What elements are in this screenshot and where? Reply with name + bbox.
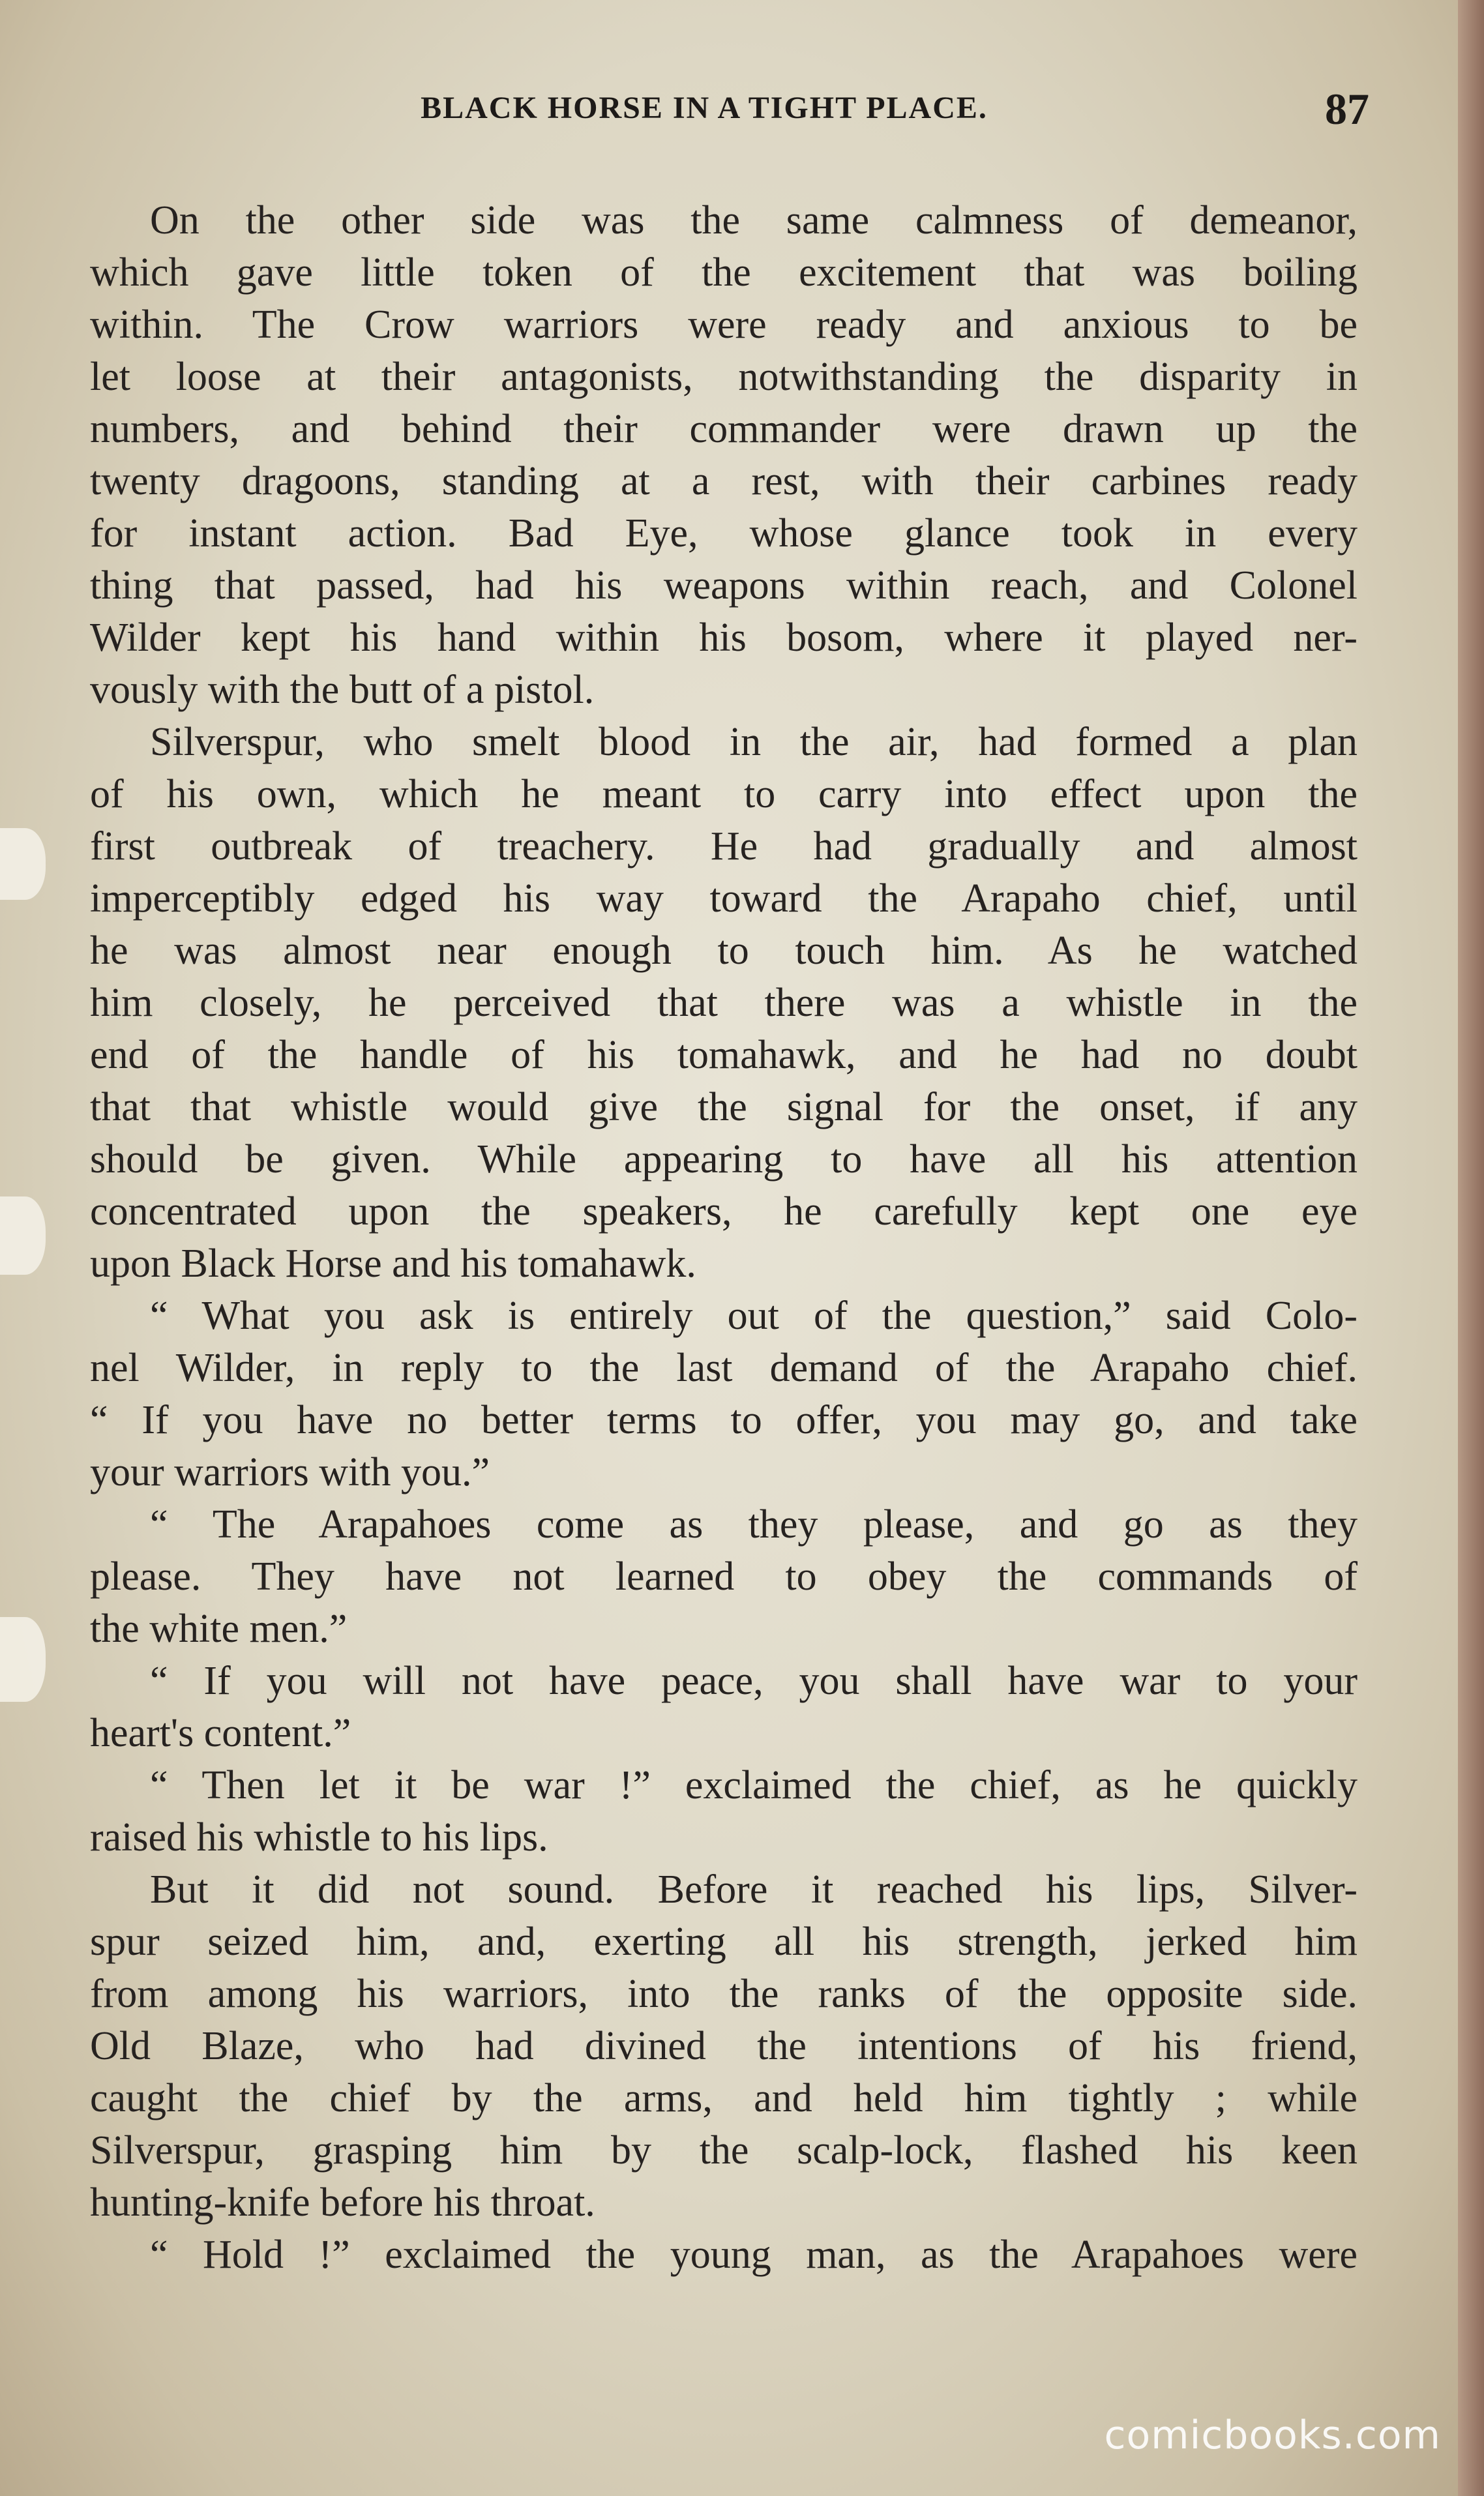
text-line: Old Blaze, who had divined the intentions of his friend, [90,2024,1358,2068]
text-line: first outbreak of treachery. He had gradually and almost [90,824,1358,869]
text-line: your warriors with you.” [90,1450,490,1494]
page-edge-backdrop [1458,0,1484,2496]
text-line: numbers, and behind their commander were drawn up the [90,407,1358,451]
text-line: spur seized him, and, exerting all his strength, jerked him [90,1920,1358,1964]
text-line: let loose at their antagonists, notwithstanding the disparity in [90,355,1358,399]
text-line: from among his warriors, into the ranks of the opposite side. [90,1972,1358,2016]
text-line: thing that passed, had his weapons within reach, and Colonel [90,563,1358,608]
text-line: end of the handle of his tomahawk, and he had no doubt [90,1033,1358,1077]
text-line: “ Then let it be war !” exclaimed the chief, as he quickly [150,1763,1358,1807]
text-line: heart's content.” [90,1711,351,1755]
text-line: concentrated upon the speakers, he carefully kept one eye [90,1189,1358,1234]
text-line: please. They have not learned to obey the commands of [90,1554,1358,1599]
page-number: 87 [1325,84,1369,134]
page-tear-mark [0,828,46,900]
text-line: hunting-knife before his throat. [90,2180,595,2225]
text-line: of his own, which he meant to carry into effect upon the [90,772,1358,816]
text-line: him closely, he perceived that there was a whistle in the [90,981,1358,1025]
text-line: imperceptibly edged his way toward the Arapaho chief, until [90,876,1358,921]
text-line: “ The Arapahoes come as they please, and go as they [150,1502,1358,1547]
text-line: nel Wilder, in reply to the last demand of the Arapaho chief. [90,1346,1358,1390]
text-line: for instant action. Bad Eye, whose glance took in every [90,511,1358,556]
text-line: twenty dragoons, standing at a rest, with their carbines ready [90,459,1358,503]
text-line: “ What you ask is entirely out of the question,” said Colo- [150,1294,1358,1338]
text-line: Wilder kept his hand within his bosom, where it played ner- [90,616,1358,660]
text-line: within. The Crow warriors were ready and anxious to be [90,303,1358,347]
text-body [90,194,1358,2281]
text-line: raised his whistle to his lips. [90,1815,548,1860]
text-line: upon Black Horse and his tomahawk. [90,1241,696,1286]
text-line: On the other side was the same calmness of demeanor, [150,198,1358,243]
text-line: he was almost near enough to touch him. As he watched [90,929,1358,973]
text-line: which gave little token of the excitement that was boiling [90,250,1358,295]
running-head: BLACK HORSE IN A TIGHT PLACE. [421,91,988,125]
text-line: should be given. While appearing to have all his attention [90,1137,1358,1181]
text-line: Silverspur, grasping him by the scalp-lock, flashed his keen [90,2128,1358,2173]
text-line: “ If you will not have peace, you shall have war to your [150,1659,1358,1703]
text-line: that that whistle would give the signal for the onset, if any [90,1085,1358,1129]
page-tear-mark [0,1196,46,1275]
watermark-logo: comicbooks.com [1104,2413,1441,2458]
page-tear-mark [0,1617,46,1702]
text-line: caught the chief by the arms, and held him tightly ; while [90,2076,1358,2120]
text-line: But it did not sound. Before it reached his lips, Silver- [150,1867,1358,1912]
text-line: vously with the butt of a pistol. [90,668,595,712]
text-line: “ Hold !” exclaimed the young man, as the Arapahoes were [150,2233,1358,2277]
text-line: “ If you have no better terms to offer, you may go, and take [90,1398,1358,1442]
text-line: Silverspur, who smelt blood in the air, had formed a plan [150,720,1358,764]
text-line: the white men.” [90,1607,348,1651]
